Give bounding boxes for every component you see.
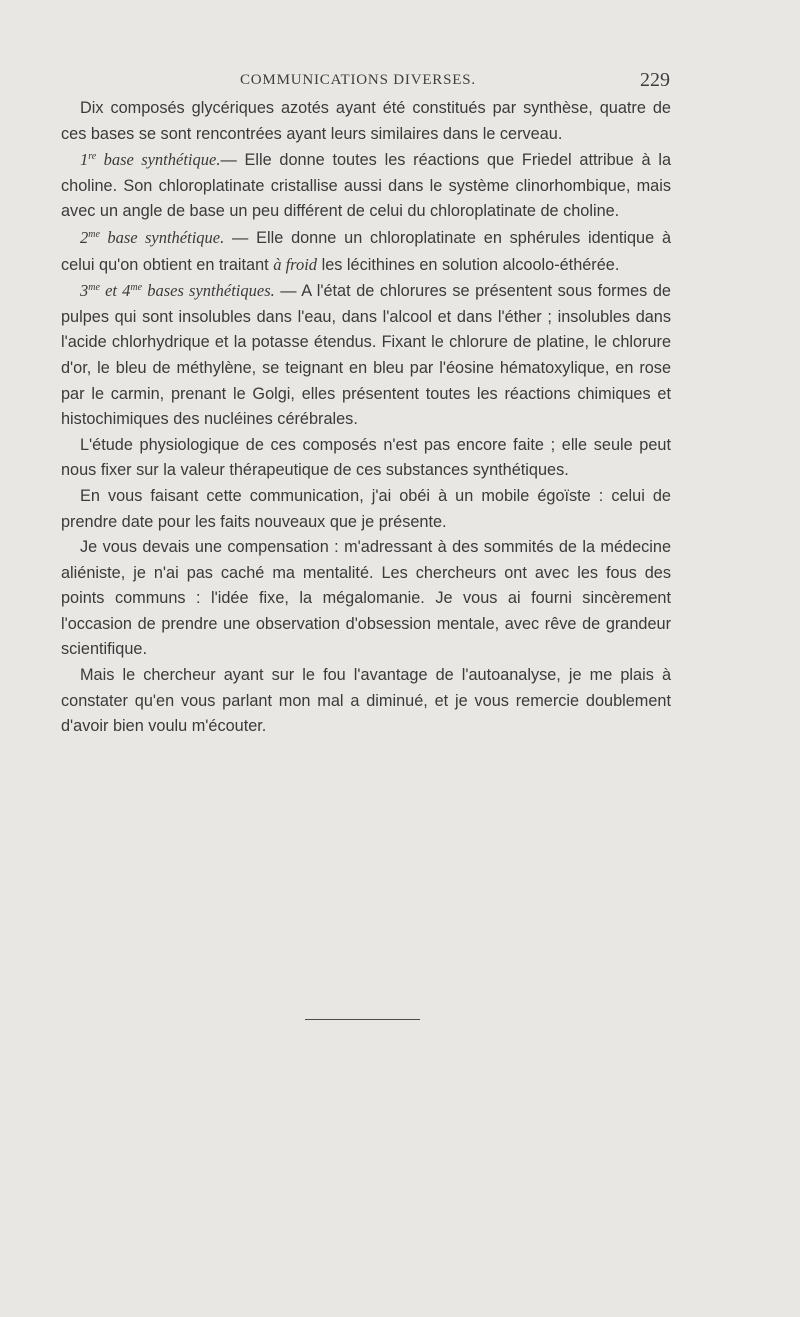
paragraph-4: $3^{me}$ et $4^{me}$ bases synthétiques. — A l'état de chlorures se présentent sous formes de pulpes qui sont insolubles dans l'eau, dans l'alcool et dans l'éther ; insolubles dans l'acide chlorhydrique et la potasse étendus. Fixant le chlorure de platine, le chlorure d'or, le bleu de méthylène, se teignant en bleu par l'éosine hématoxylique, en rose par le carmin, prenant le Golgi, elles présentent toutes les réactions chimiques et histochimiques des nucléines cérébrales. xyxy=(61,281,671,429)
paragraph-5: L'étude physiologique de ces composés n'est pas encore faite ; elle seule peut nous fixer sur la valeur thérapeutique de ces substances synthétiques. xyxy=(61,435,671,480)
running-head xyxy=(62,69,670,94)
paragraph-3: $2^{me}$ base synthétique. — Elle donne un chloroplatinate en sphérules identique à celui qu'on obtient en traitant à froid les lécithines en solution alcoolo-éthérée. xyxy=(61,227,672,274)
paragraph-8: Mais le chercheur ayant sur le fou l'avantage de l'autoanalyse, je me plais à constater qu'en vous parlant mon mal a diminué, et je vous remercie doublement d'avoir bien voulu m'écouter. xyxy=(61,666,671,736)
paragraph-2: 1re base synthétique.— Elle donne toutes les réactions que Friedel attribue à la choline. Son chloroplatinate cristallise aussi dans le système clinorhombique, mais avec un angle de base un peu différent de celui du chloroplatinate de choline. xyxy=(61,150,671,221)
running-title: COMMUNICATIONS DIVERSES. xyxy=(240,72,476,88)
paragraph-1: Dix composés glycériques azotés ayant été constitués par synthèse, quatre de ces bases se sont rencontrées ayant leurs similaires dans le cerveau. xyxy=(61,99,671,143)
paragraph-7: Je vous devais une compensation : m'adressant à des sommités de la médecine aliéniste, je n'ai pas caché ma mentalité. Les chercheurs ont avec les fous des points communs : l'idée fixe, la mégalomanie. Je vous ai fourni sincèrement l'occasion de prendre une observation d'obsession mentale, avec rêve de grandeur scientifique. xyxy=(61,538,671,659)
page-number: 229 xyxy=(640,69,670,91)
heading-second-base: $2^{me}$ base synthétique. xyxy=(80,227,225,247)
heading-first-base: 1re base synthétique. xyxy=(80,150,221,170)
body-text xyxy=(61,96,671,740)
closing-rule xyxy=(305,1019,420,1020)
emphasis-a-froid: à froid xyxy=(273,254,318,274)
heading-third-fourth-bases: $3^{me}$ et $4^{me}$ bases synthétiques. xyxy=(80,281,275,301)
paragraph-6: En vous faisant cette communication, j'ai obéi à un mobile égoïste : celui de prendre date pour les faits nouveaux que je présente. xyxy=(61,486,671,531)
